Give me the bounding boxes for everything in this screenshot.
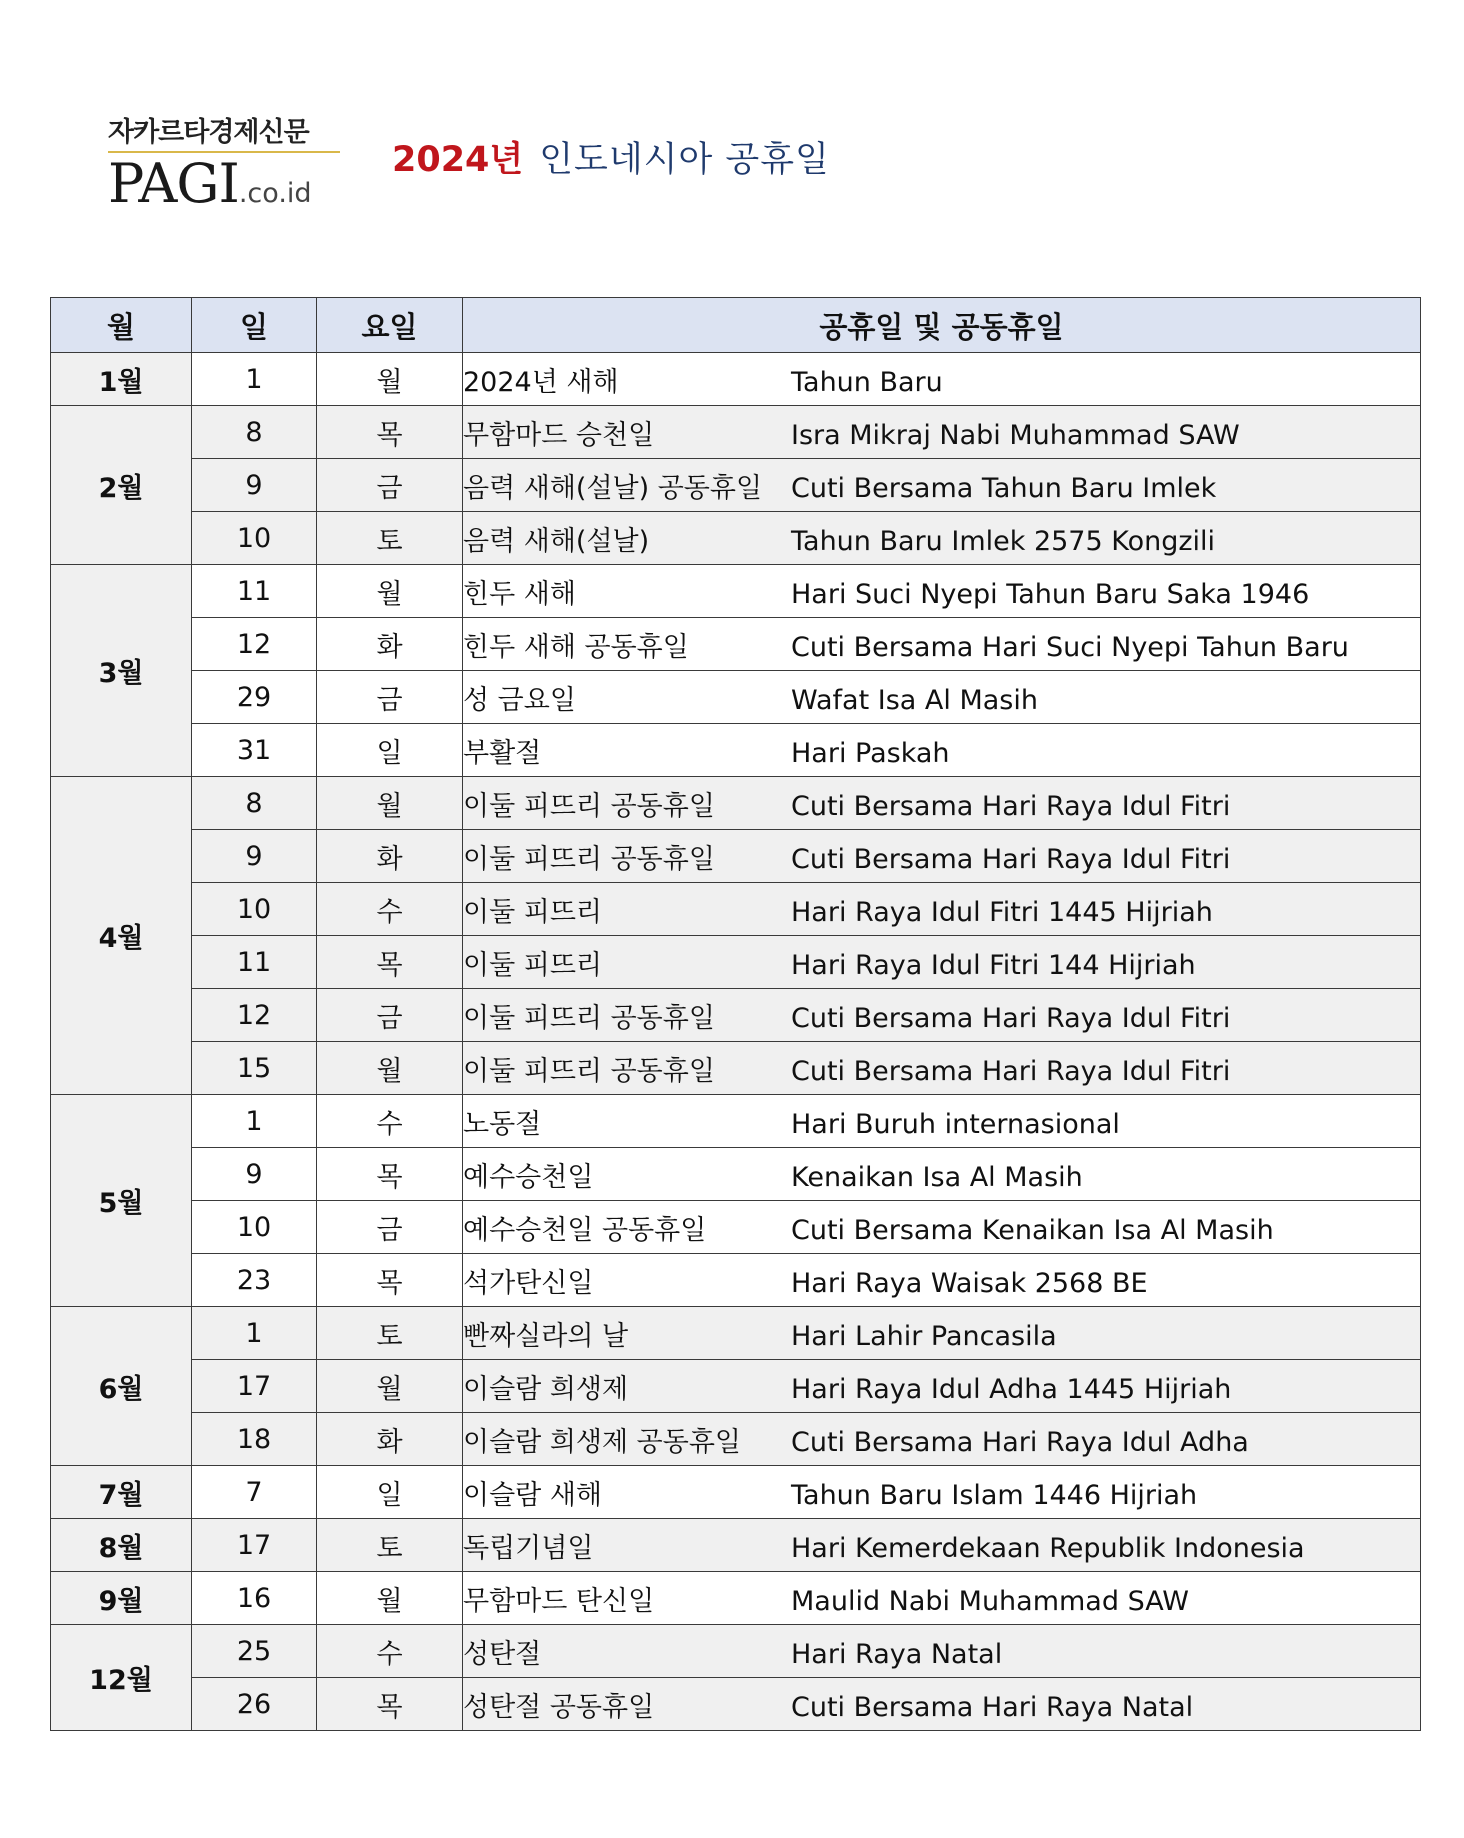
holiday-name-korean: 힌두 새해 공동휴일 (463, 631, 689, 663)
holiday-name-korean: 부활절 (463, 737, 542, 769)
holiday-name-korean: 예수승천일 (463, 1161, 594, 1193)
weekday-cell: 월 (317, 777, 463, 830)
holiday-name-korean: 음력 새해(설날) 공동휴일 (463, 472, 763, 504)
holiday-name-indonesian: Tahun Baru Imlek 2575 Kongzili (791, 525, 1216, 557)
holiday-name-indonesian: Cuti Bersama Hari Suci Nyepi Tahun Baru (791, 631, 1349, 663)
header-day: 일 (192, 298, 317, 353)
weekday-cell: 일 (317, 724, 463, 777)
table-row (51, 565, 1421, 618)
header-holiday: 공휴일 및 공동휴일 (463, 298, 1421, 353)
holiday-cell (463, 1678, 1421, 1731)
holiday-name-korean: 이둘 피뜨리 공동휴일 (463, 790, 715, 822)
day-cell: 9 (192, 1148, 317, 1201)
day-cell: 31 (192, 724, 317, 777)
holiday-name-korean: 이둘 피뜨리 (463, 896, 602, 928)
table-row (51, 989, 1421, 1042)
day-cell: 26 (192, 1678, 317, 1731)
holiday-cell (463, 512, 1421, 565)
weekday-cell: 월 (317, 1572, 463, 1625)
table-row (51, 406, 1421, 459)
title-year: 2024년 (392, 140, 524, 180)
weekday-cell: 목 (317, 406, 463, 459)
weekday-cell: 수 (317, 883, 463, 936)
table-row (51, 671, 1421, 724)
day-cell: 25 (192, 1625, 317, 1678)
holiday-name-indonesian: Cuti Bersama Kenaikan Isa Al Masih (791, 1214, 1274, 1246)
logo-wordmark (108, 152, 348, 226)
holiday-name-korean: 2024년 새해 (463, 366, 619, 398)
weekday-cell: 목 (317, 1254, 463, 1307)
table-row (51, 1625, 1421, 1678)
holiday-name-korean: 이둘 피뜨리 공동휴일 (463, 843, 715, 875)
holiday-name-indonesian: Tahun Baru (791, 366, 943, 398)
holiday-cell (463, 1042, 1421, 1095)
day-cell: 17 (192, 1360, 317, 1413)
weekday-cell: 수 (317, 1625, 463, 1678)
holiday-cell (463, 1572, 1421, 1625)
table-row (51, 1307, 1421, 1360)
holiday-name-korean: 이슬람 희생제 (463, 1373, 629, 1405)
weekday-cell: 목 (317, 1678, 463, 1731)
table-row (51, 1572, 1421, 1625)
holiday-cell (463, 1466, 1421, 1519)
table-row (51, 459, 1421, 512)
holiday-name-korean: 예수승천일 공동휴일 (463, 1214, 707, 1246)
holiday-name-korean: 석가탄신일 (463, 1267, 594, 1299)
day-cell: 12 (192, 989, 317, 1042)
holiday-name-indonesian: Cuti Bersama Tahun Baru Imlek (791, 472, 1217, 504)
month-cell: 5월 (51, 1095, 192, 1307)
table-row (51, 936, 1421, 989)
holiday-name-korean: 무함마드 탄신일 (463, 1585, 655, 1617)
month-cell: 6월 (51, 1307, 192, 1466)
holiday-cell (463, 1254, 1421, 1307)
day-cell: 10 (192, 512, 317, 565)
holiday-cell (463, 724, 1421, 777)
table-row (51, 1095, 1421, 1148)
holiday-cell (463, 1095, 1421, 1148)
weekday-cell: 월 (317, 565, 463, 618)
day-cell: 18 (192, 1413, 317, 1466)
holiday-name-indonesian: Isra Mikraj Nabi Muhammad SAW (791, 419, 1240, 451)
page-title (392, 132, 830, 182)
holiday-name-indonesian: Hari Buruh internasional (791, 1108, 1120, 1140)
table-row (51, 1519, 1421, 1572)
month-cell: 4월 (51, 777, 192, 1095)
table-row (51, 1413, 1421, 1466)
holiday-cell (463, 1519, 1421, 1572)
logo-korean-text: 자카르타경제신문 (108, 117, 309, 148)
holiday-name-korean: 노동절 (463, 1108, 542, 1140)
weekday-cell: 일 (317, 1466, 463, 1519)
weekday-cell: 목 (317, 1148, 463, 1201)
holiday-name-korean: 무함마드 승천일 (463, 419, 655, 451)
holiday-name-indonesian: Cuti Bersama Hari Raya Idul Fitri (791, 1055, 1231, 1087)
logo (108, 118, 348, 226)
weekday-cell: 수 (317, 1095, 463, 1148)
weekday-cell: 토 (317, 1307, 463, 1360)
holiday-cell (463, 406, 1421, 459)
table-row (51, 777, 1421, 830)
logo-main-text: PAGI (108, 152, 239, 215)
table-header-row (51, 298, 1421, 353)
day-cell: 8 (192, 406, 317, 459)
month-cell: 8월 (51, 1519, 192, 1572)
day-cell: 11 (192, 936, 317, 989)
holiday-name-korean: 이슬람 희생제 공동휴일 (463, 1426, 741, 1458)
holiday-name-korean: 이둘 피뜨리 공동휴일 (463, 1002, 715, 1034)
holiday-name-indonesian: Hari Raya Natal (791, 1638, 1003, 1670)
table-row (51, 883, 1421, 936)
weekday-cell: 토 (317, 1519, 463, 1572)
holiday-name-indonesian: Hari Raya Idul Adha 1445 Hijriah (791, 1373, 1232, 1405)
table-row (51, 1678, 1421, 1731)
table-row (51, 512, 1421, 565)
holiday-name-korean: 힌두 새해 (463, 578, 576, 610)
holiday-name-indonesian: Cuti Bersama Hari Raya Idul Fitri (791, 1002, 1231, 1034)
holiday-name-indonesian: Tahun Baru Islam 1446 Hijriah (791, 1479, 1198, 1511)
month-cell: 2월 (51, 406, 192, 565)
holiday-cell (463, 1360, 1421, 1413)
table-row (51, 724, 1421, 777)
holiday-name-indonesian: Cuti Bersama Hari Raya Idul Fitri (791, 790, 1231, 822)
holiday-cell (463, 618, 1421, 671)
holiday-name-indonesian: Hari Raya Waisak 2568 BE (791, 1267, 1148, 1299)
holiday-name-korean: 이둘 피뜨리 공동휴일 (463, 1055, 715, 1087)
day-cell: 12 (192, 618, 317, 671)
holiday-cell (463, 565, 1421, 618)
holiday-name-korean: 이슬람 새해 (463, 1479, 602, 1511)
holiday-name-indonesian: Cuti Bersama Hari Raya Idul Adha (791, 1426, 1249, 1458)
weekday-cell: 금 (317, 1201, 463, 1254)
holiday-table (50, 297, 1421, 1731)
table-row (51, 1360, 1421, 1413)
table-row (51, 1201, 1421, 1254)
holiday-name-indonesian: Wafat Isa Al Masih (791, 684, 1038, 716)
day-cell: 8 (192, 777, 317, 830)
holiday-cell (463, 671, 1421, 724)
day-cell: 1 (192, 1095, 317, 1148)
month-cell: 3월 (51, 565, 192, 777)
holiday-cell (463, 353, 1421, 406)
header-weekday: 요일 (317, 298, 463, 353)
weekday-cell: 금 (317, 459, 463, 512)
day-cell: 9 (192, 830, 317, 883)
holiday-name-indonesian: Hari Kemerdekaan Republik Indonesia (791, 1532, 1305, 1564)
table-row (51, 1042, 1421, 1095)
weekday-cell: 금 (317, 989, 463, 1042)
holiday-cell (463, 1413, 1421, 1466)
holiday-name-indonesian: Cuti Bersama Hari Raya Idul Fitri (791, 843, 1231, 875)
holiday-cell (463, 459, 1421, 512)
weekday-cell: 화 (317, 830, 463, 883)
holiday-name-indonesian: Maulid Nabi Muhammad SAW (791, 1585, 1189, 1617)
holiday-name-indonesian: Hari Raya Idul Fitri 144 Hijriah (791, 949, 1196, 981)
holiday-cell (463, 1307, 1421, 1360)
holiday-name-indonesian: Cuti Bersama Hari Raya Natal (791, 1691, 1194, 1723)
holiday-name-korean: 빤짜실라의 날 (463, 1320, 629, 1352)
logo-domain-text: .co.id (238, 178, 312, 209)
table-row (51, 353, 1421, 406)
day-cell: 15 (192, 1042, 317, 1095)
holiday-cell (463, 936, 1421, 989)
day-cell: 10 (192, 1201, 317, 1254)
weekday-cell: 화 (317, 618, 463, 671)
day-cell: 7 (192, 1466, 317, 1519)
day-cell: 1 (192, 353, 317, 406)
holiday-cell (463, 989, 1421, 1042)
table-row (51, 1254, 1421, 1307)
weekday-cell: 월 (317, 1042, 463, 1095)
holiday-name-indonesian: Hari Raya Idul Fitri 1445 Hijriah (791, 896, 1213, 928)
day-cell: 11 (192, 565, 317, 618)
day-cell: 16 (192, 1572, 317, 1625)
holiday-name-korean: 음력 새해(설날) (463, 525, 650, 557)
holiday-cell (463, 1625, 1421, 1678)
day-cell: 9 (192, 459, 317, 512)
weekday-cell: 토 (317, 512, 463, 565)
table-row (51, 830, 1421, 883)
weekday-cell: 목 (317, 936, 463, 989)
table-row (51, 618, 1421, 671)
day-cell: 17 (192, 1519, 317, 1572)
weekday-cell: 금 (317, 671, 463, 724)
holiday-name-korean: 이둘 피뜨리 (463, 949, 602, 981)
day-cell: 23 (192, 1254, 317, 1307)
table-row (51, 1466, 1421, 1519)
weekday-cell: 월 (317, 1360, 463, 1413)
holiday-table-body (51, 353, 1421, 1731)
holiday-name-korean: 성탄절 (463, 1638, 542, 1670)
holiday-cell (463, 1148, 1421, 1201)
month-cell: 1월 (51, 353, 192, 406)
header-month: 월 (51, 298, 192, 353)
day-cell: 10 (192, 883, 317, 936)
holiday-name-korean: 성탄절 공동휴일 (463, 1691, 655, 1723)
holiday-name-indonesian: Kenaikan Isa Al Masih (791, 1161, 1083, 1193)
weekday-cell: 월 (317, 353, 463, 406)
month-cell: 12월 (51, 1625, 192, 1731)
weekday-cell: 화 (317, 1413, 463, 1466)
holiday-name-indonesian: Hari Suci Nyepi Tahun Baru Saka 1946 (791, 578, 1310, 610)
month-cell: 7월 (51, 1466, 192, 1519)
holiday-cell (463, 883, 1421, 936)
holiday-name-indonesian: Hari Paskah (791, 737, 950, 769)
title-text: 인도네시아 공휴일 (539, 140, 830, 180)
holiday-cell (463, 830, 1421, 883)
day-cell: 1 (192, 1307, 317, 1360)
holiday-cell (463, 777, 1421, 830)
holiday-cell (463, 1201, 1421, 1254)
day-cell: 29 (192, 671, 317, 724)
month-cell: 9월 (51, 1572, 192, 1625)
table-row (51, 1148, 1421, 1201)
holiday-name-korean: 독립기념일 (463, 1532, 594, 1564)
holiday-name-korean: 성 금요일 (463, 684, 576, 716)
holiday-name-indonesian: Hari Lahir Pancasila (791, 1320, 1057, 1352)
